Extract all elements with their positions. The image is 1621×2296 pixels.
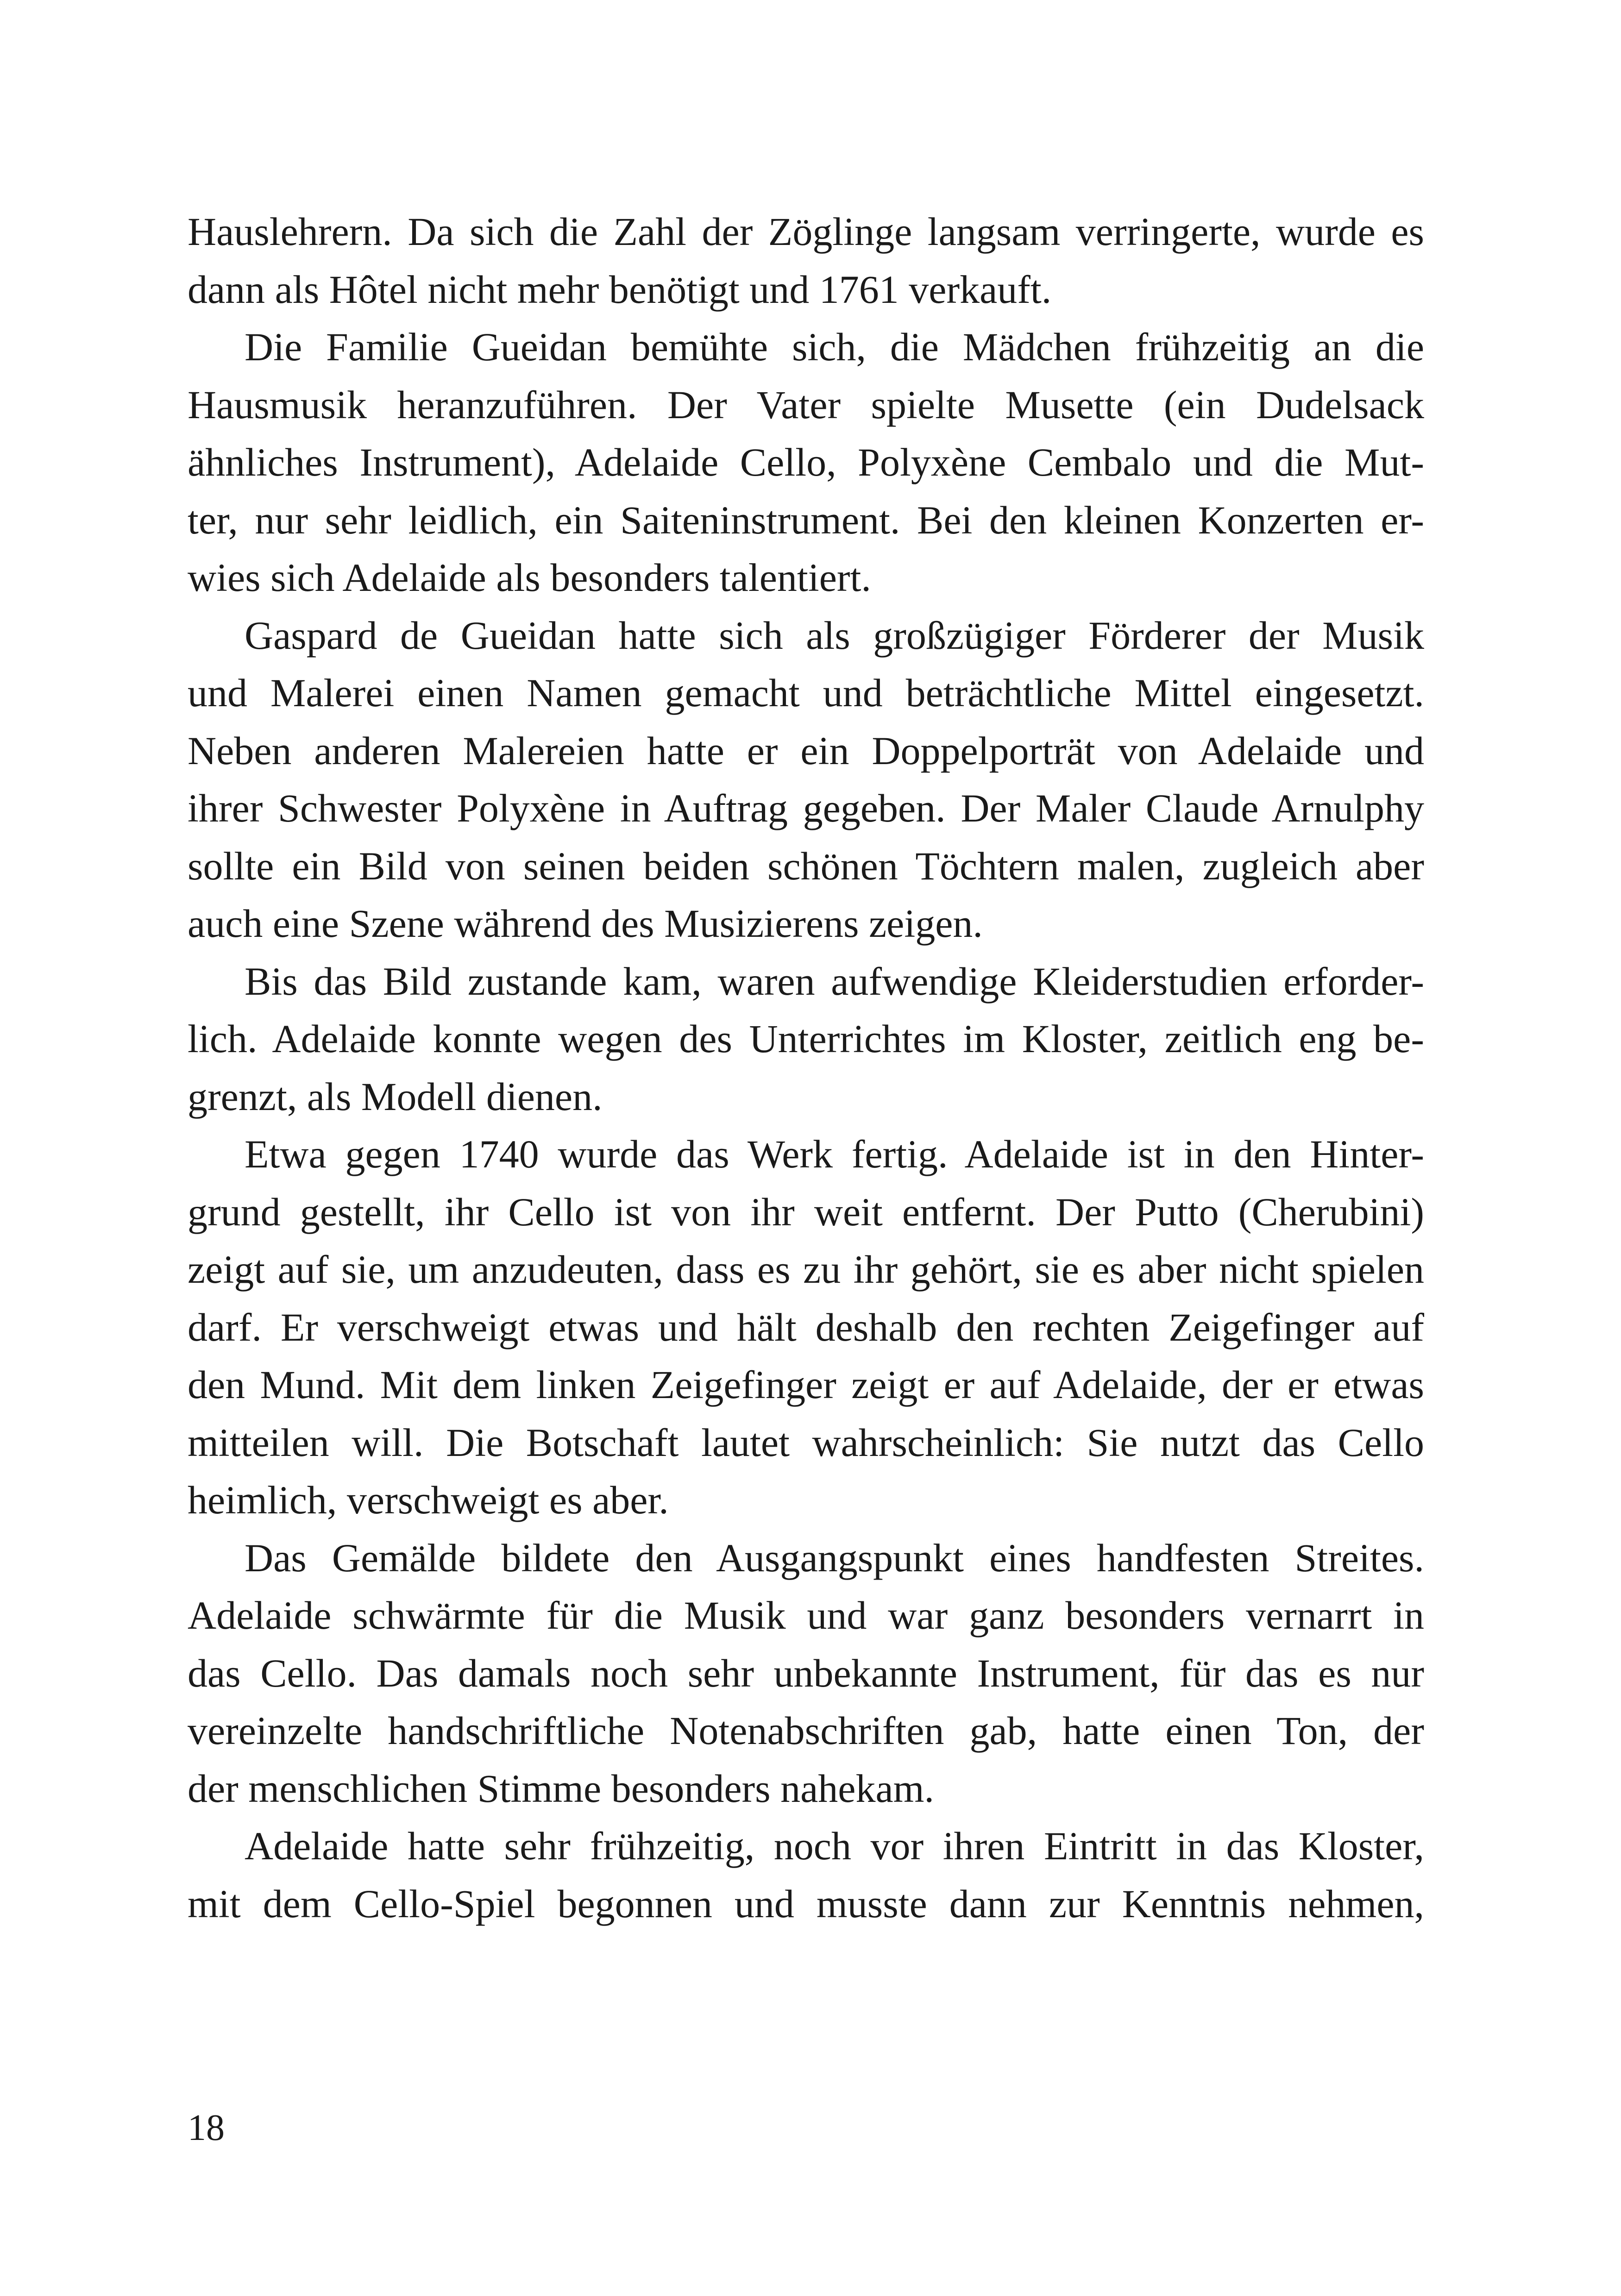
text-line: grund gestellt, ihr Cello ist von ihr weit entfernt. Der Putto (Cherubini) (188, 1189, 1424, 1234)
text-line: grenzt, als Modell dienen. (188, 1074, 603, 1119)
text-line: Neben anderen Malereien hatte er ein Doppelporträt von Adelaide und (188, 728, 1424, 773)
body-text (188, 203, 1424, 1932)
text-line: Adelaide schwärmte für die Musik und war ganz besonders vernarrt in (188, 1593, 1424, 1637)
text-line: das Cello. Das damals noch sehr unbekannte Instrument, für das es nur (188, 1650, 1424, 1695)
text-line: Adelaide hatte sehr frühzeitig, noch vor ihren Eintritt in das Kloster, (245, 1824, 1424, 1868)
text-line: und Malerei einen Namen gemacht und beträchtliche Mittel eingesetzt. (188, 671, 1424, 715)
text-line: den Mund. Mit dem linken Zeigefinger zeigt er auf Adelaide, der er etwas (188, 1362, 1424, 1407)
page-number: 18 (188, 2108, 225, 2148)
text-line: vereinzelte handschriftliche Notenabschriften gab, hatte einen Ton, der (188, 1708, 1424, 1753)
text-line: Die Familie Gueidan bemühte sich, die Mädchen frühzeitig an die (245, 325, 1424, 369)
text-line: Hausmusik heranzuführen. Der Vater spielte Musette (ein Dudelsack (188, 382, 1424, 427)
text-line: Hauslehrern. Da sich die Zahl der Zöglinge langsam verringerte, wurde es (188, 209, 1424, 254)
text-line: auch eine Szene während des Musizierens zeigen. (188, 901, 983, 946)
text-line: darf. Er verschweigt etwas und hält deshalb den rechten Zeigefinger auf (188, 1305, 1424, 1349)
text-line: ihrer Schwester Polyxène in Auftrag gegeben. Der Maler Claude Arnulphy (188, 786, 1424, 830)
text-line: ähnliches Instrument), Adelaide Cello, Polyxène Cembalo und die Mut- (188, 440, 1424, 484)
text-line: Gaspard de Gueidan hatte sich als großzügiger Förderer der Musik (245, 613, 1424, 658)
text-line: Das Gemälde bildete den Ausgangspunkt eines handfesten Streites. (245, 1535, 1424, 1580)
text-line: heimlich, verschweigt es aber. (188, 1478, 669, 1522)
text-line: wies sich Adelaide als besonders talentiert. (188, 555, 871, 600)
text-line: mitteilen will. Die Botschaft lautet wahrscheinlich: Sie nutzt das Cello (188, 1420, 1424, 1465)
text-line: ter, nur sehr leidlich, ein Saiteninstrument. Bei den kleinen Konzerten er- (188, 497, 1424, 542)
text-line: dann als Hôtel nicht mehr benötigt und 1761 verkauft. (188, 267, 1052, 312)
text-line: der menschlichen Stimme besonders nahekam. (188, 1766, 935, 1811)
text-line: mit dem Cello-Spiel begonnen und musste dann zur Kenntnis nehmen, (188, 1881, 1424, 1926)
text-line: Bis das Bild zustande kam, waren aufwendige Kleiderstudien erforder- (245, 959, 1424, 1004)
text-line: Etwa gegen 1740 wurde das Werk fertig. Adelaide ist in den Hinter- (245, 1132, 1424, 1176)
text-line: lich. Adelaide konnte wegen des Unterrichtes im Kloster, zeitlich eng be- (188, 1016, 1424, 1061)
text-line: sollte ein Bild von seinen beiden schönen Töchtern malen, zugleich aber (188, 843, 1424, 888)
text-line: zeigt auf sie, um anzudeuten, dass es zu ihr gehört, sie es aber nicht spielen (188, 1247, 1424, 1292)
